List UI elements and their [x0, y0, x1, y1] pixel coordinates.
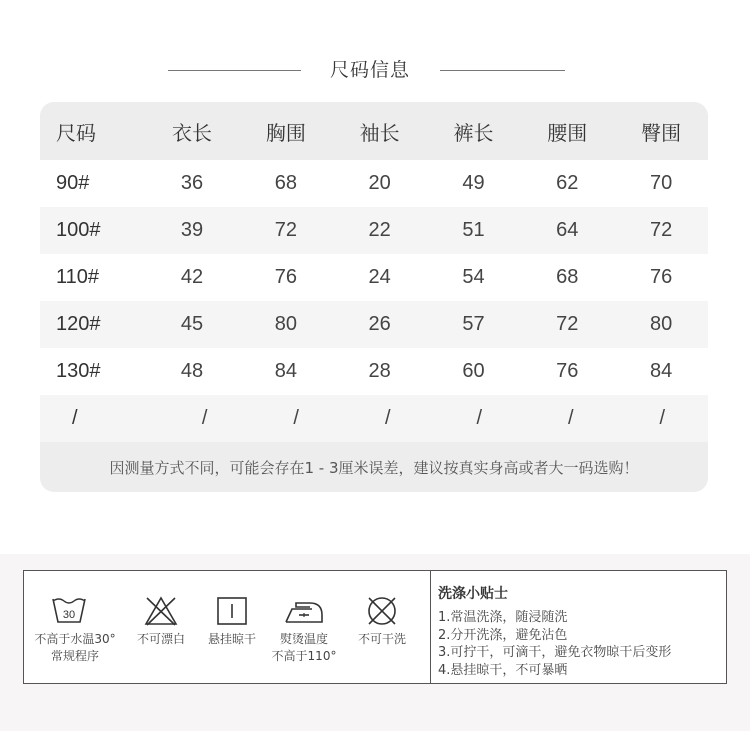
- table-row: [40, 348, 708, 395]
- iron-label-line1: 熨烫温度: [279, 632, 328, 646]
- table-row: [40, 301, 708, 348]
- tip-item: 2.分开洗涤，避免沾色: [438, 627, 568, 643]
- table-cell: 90#: [56, 172, 90, 194]
- table-cell: 72: [556, 313, 579, 335]
- tip-item: 3.可拧干，可滴干，避免衣物晾干后变形: [438, 645, 672, 660]
- table-cell: 26: [368, 313, 391, 335]
- table-cell: 62: [556, 172, 579, 194]
- wash-30-icon: [50, 595, 88, 627]
- care-instructions-box: [23, 570, 727, 684]
- table-cell: /: [384, 407, 391, 429]
- title-divider-right: [440, 70, 565, 71]
- header-size: 尺码: [56, 120, 96, 145]
- header-pants-length: 裤长: [453, 120, 494, 145]
- table-cell: 49: [462, 172, 485, 194]
- table-cell: 39: [180, 219, 204, 241]
- measurement-note: 因测量方式不同，可能会存在1 - 3厘米误差，建议按真实身高或者大一码选购！: [40, 442, 708, 492]
- table-cell: 100#: [56, 219, 101, 241]
- table-cell: 76: [649, 266, 673, 288]
- table-cell: 60: [462, 360, 485, 382]
- table-cell: 48: [180, 360, 204, 382]
- header-waist: 腰围: [547, 120, 588, 145]
- table-cell: 80: [274, 313, 297, 335]
- table-header-row: [40, 102, 708, 160]
- table-cell: 130#: [56, 360, 101, 382]
- table-cell: 84: [649, 360, 673, 382]
- hang-dry-icon: [216, 595, 248, 627]
- table-cell: 28: [368, 360, 391, 382]
- section-header: [0, 56, 750, 86]
- table-cell: 72: [274, 219, 297, 241]
- table-cell: 80: [649, 313, 673, 335]
- table-cell: 64: [556, 219, 579, 241]
- table-cell: /: [659, 407, 666, 429]
- no-bleach-icon: [144, 595, 178, 627]
- table-row: [40, 207, 708, 254]
- wash-label: [30, 631, 120, 665]
- table-cell: 45: [180, 313, 204, 335]
- table-cell: 24: [368, 266, 391, 288]
- table-cell: /: [293, 407, 299, 429]
- no-dry-clean-icon: [365, 595, 399, 627]
- header-chest: 胸围: [265, 120, 306, 145]
- table-row: [40, 254, 708, 301]
- iron-label-line2: 不高于110°: [271, 649, 337, 663]
- table-cell: 54: [462, 266, 485, 288]
- iron-label: [264, 631, 344, 665]
- size-table: [40, 102, 708, 492]
- table-cell: 36: [180, 172, 204, 194]
- table-cell: 68: [556, 266, 579, 288]
- table-cell: /: [476, 407, 483, 429]
- table-cell: 120#: [56, 313, 101, 335]
- table-cell: /: [72, 407, 78, 429]
- table-cell: 22: [368, 219, 391, 241]
- header-hip: 臀围: [641, 120, 682, 145]
- iron-icon: [284, 595, 324, 627]
- tips-list: [438, 609, 671, 679]
- tips-title: 洗涤小贴士: [438, 586, 508, 602]
- table-row: [40, 395, 708, 442]
- table-cell: 70: [649, 172, 673, 194]
- table-row: [40, 160, 708, 207]
- table-cell: 84: [274, 360, 297, 382]
- table-cell: 20: [368, 172, 391, 194]
- table-cell: 72: [649, 219, 673, 241]
- hang-dry-label: 悬挂晾干: [207, 632, 256, 646]
- section-title: 尺码信息: [329, 59, 410, 81]
- care-divider: [430, 571, 431, 683]
- tip-item: 1.常温洗涤，随浸随洗: [438, 610, 568, 625]
- table-cell: 57: [462, 313, 485, 335]
- table-cell: 51: [462, 219, 485, 241]
- header-sleeve: 袖长: [359, 120, 400, 145]
- table-cell: 76: [556, 360, 579, 382]
- table-cell: 68: [274, 172, 297, 194]
- table-cell: 110#: [56, 266, 100, 288]
- tip-item: 4.悬挂晾干，不可暴晒: [438, 662, 568, 678]
- wash-label-line2: 常规程序: [50, 649, 99, 663]
- table-cell: /: [201, 407, 208, 429]
- wash-label-line1: 不高于水温30°: [34, 632, 116, 646]
- table-cell: 42: [180, 266, 204, 288]
- header-length: 衣长: [172, 120, 213, 145]
- no-dry-clean-label: 不可干洗: [357, 632, 406, 646]
- title-divider-left: [168, 70, 301, 71]
- no-bleach-label: 不可漂白: [136, 632, 185, 646]
- table-cell: 76: [274, 266, 297, 288]
- wash-temp-number: 30: [62, 609, 76, 621]
- table-cell: /: [567, 407, 574, 429]
